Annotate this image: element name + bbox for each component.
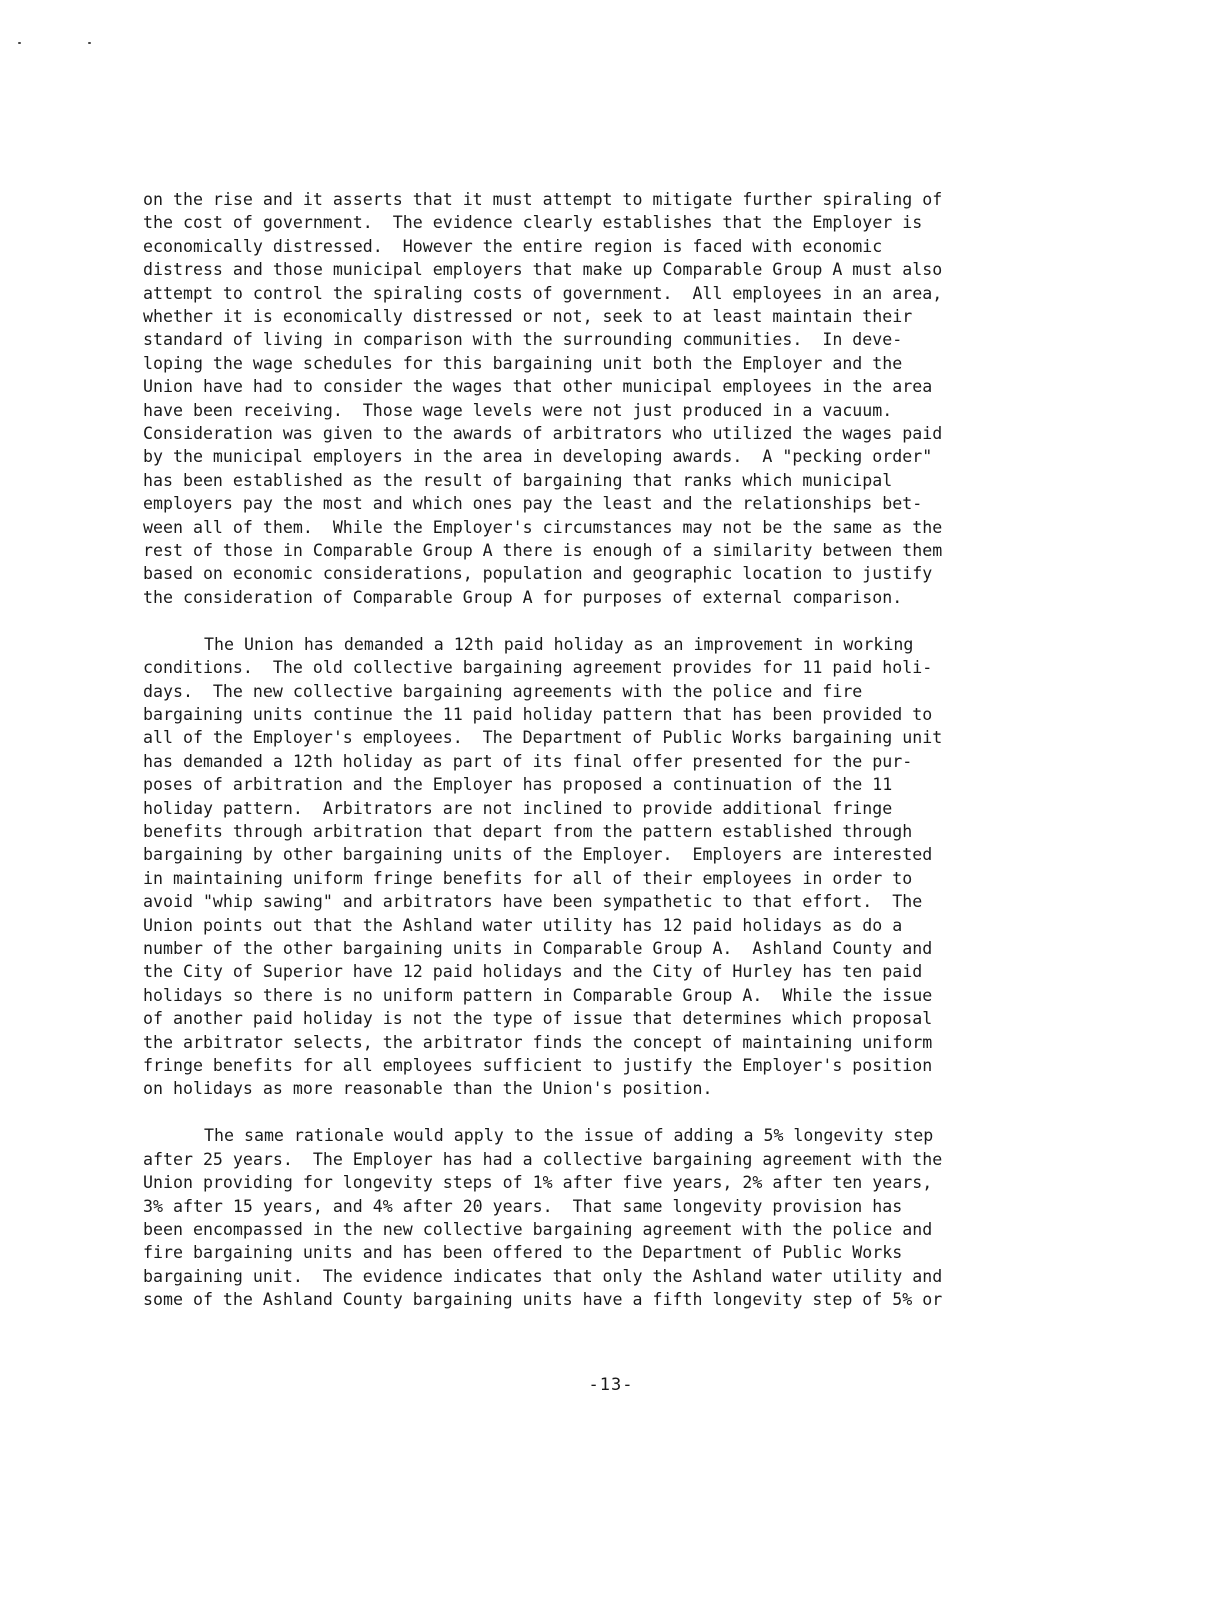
text-line: the arbitrator selects, the arbitrator finds the concept of maintaining uniform — [143, 1032, 933, 1052]
text-line: distress and those municipal employers that make up Comparable Group A must also — [143, 260, 943, 280]
text-line: of another paid holiday is not the type of issue that determines which proposal — [143, 1009, 933, 1029]
text-line: have been receiving. Those wage levels were not just produced in a vacuum. — [143, 400, 893, 420]
text-line: Union providing for longevity steps of 1% after five years, 2% after ten years, — [143, 1173, 933, 1193]
text-line: based on economic considerations, population and geographic location to justify — [143, 564, 933, 584]
text-line: economically distressed. However the entire region is faced with economic — [143, 236, 883, 256]
text-line: poses of arbitration and the Employer has proposed a continuation of the 11 — [143, 775, 893, 795]
text-line: standard of living in comparison with the surrounding communities. In deve- — [143, 330, 903, 350]
text-line: The Union has demanded a 12th paid holiday as an improvement in working — [204, 634, 914, 654]
text-line: Union points out that the Ashland water utility has 12 paid holidays as do a — [143, 915, 903, 935]
page-number: -13- — [588, 1375, 634, 1395]
text-line: been encompassed in the new collective bargaining agreement with the police and — [143, 1220, 933, 1239]
text-line: the City of Superior have 12 paid holidays and the City of Hurley has ten paid — [143, 962, 923, 982]
text-line: after 25 years. The Employer has had a collective bargaining agreement with the — [143, 1149, 943, 1169]
text-line: avoid "whip sawing" and arbitrators have been sympathetic to that effort. The — [143, 892, 923, 912]
text-line: 3% after 15 years, and 4% after 20 years. That same longevity provision has — [143, 1196, 903, 1216]
text-line: the cost of government. The evidence clearly establishes that the Employer is — [143, 213, 923, 233]
text-line: rest of those in Comparable Group A there is enough of a similarity between them — [143, 541, 943, 560]
text-line: The same rationale would apply to the issue of adding a 5% longevity step — [204, 1126, 934, 1146]
text-line: fringe benefits for all employees sufficient to justify the Employer's position — [143, 1056, 933, 1075]
text-line: ween all of them. While the Employer's circumstances may not be the same as the — [143, 517, 943, 537]
text-line: days. The new collective bargaining agreements with the police and fire — [143, 681, 863, 701]
text-line: holiday pattern. Arbitrators are not inclined to provide additional fringe — [143, 798, 893, 818]
text-line: number of the other bargaining units in Comparable Group A. Ashland County and — [143, 939, 933, 958]
text-line: employers pay the most and which ones pay the least and the relationships bet- — [143, 494, 923, 514]
scan-speck — [18, 42, 21, 44]
text-line: conditions. The old collective bargaining agreement provides for 11 paid holi- — [143, 658, 933, 678]
text-line: bargaining by other bargaining units of the Employer. Employers are interested — [143, 845, 933, 865]
text-line: loping the wage schedules for this bargaining unit both the Employer and the — [143, 353, 903, 373]
text-line: bargaining unit. The evidence indicates that only the Ashland water utility and — [143, 1266, 943, 1286]
scan-speck — [88, 42, 91, 44]
text-line: on the rise and it asserts that it must attempt to mitigate further spiraling of — [143, 190, 943, 209]
text-line: in maintaining uniform fringe benefits for all of their employees in order to — [143, 868, 913, 888]
text-line: the consideration of Comparable Group A for purposes of external comparison. — [143, 587, 903, 607]
text-line: Consideration was given to the awards of arbitrators who utilized the wages paid — [143, 424, 943, 443]
text-line: by the municipal employers in the area in developing awards. A "pecking order" — [143, 447, 933, 467]
text-line: whether it is economically distressed or not, seek to at least maintain their — [143, 307, 913, 326]
text-line: on holidays as more reasonable than the Union's position. — [143, 1079, 713, 1099]
text-line: attempt to control the spiraling costs of government. All employees in an area, — [143, 283, 943, 303]
text-line: Union have had to consider the wages that other municipal employees in the area — [143, 377, 933, 397]
text-line: holidays so there is no uniform pattern in Comparable Group A. While the issue — [143, 985, 933, 1005]
text-line: bargaining units continue the 11 paid holiday pattern that has been provided to — [143, 705, 933, 724]
text-line: all of the Employer's employees. The Department of Public Works bargaining unit — [143, 728, 943, 748]
text-line: has been established as the result of bargaining that ranks which municipal — [143, 470, 893, 490]
text-line: fire bargaining units and has been offered to the Department of Public Works — [143, 1243, 903, 1263]
text-line: some of the Ashland County bargaining units have a fifth longevity step of 5% or — [143, 1290, 943, 1310]
text-line: benefits through arbitration that depart from the pattern established through — [143, 822, 913, 841]
text-line: has demanded a 12th holiday as part of its final offer presented for the pur- — [143, 751, 913, 771]
